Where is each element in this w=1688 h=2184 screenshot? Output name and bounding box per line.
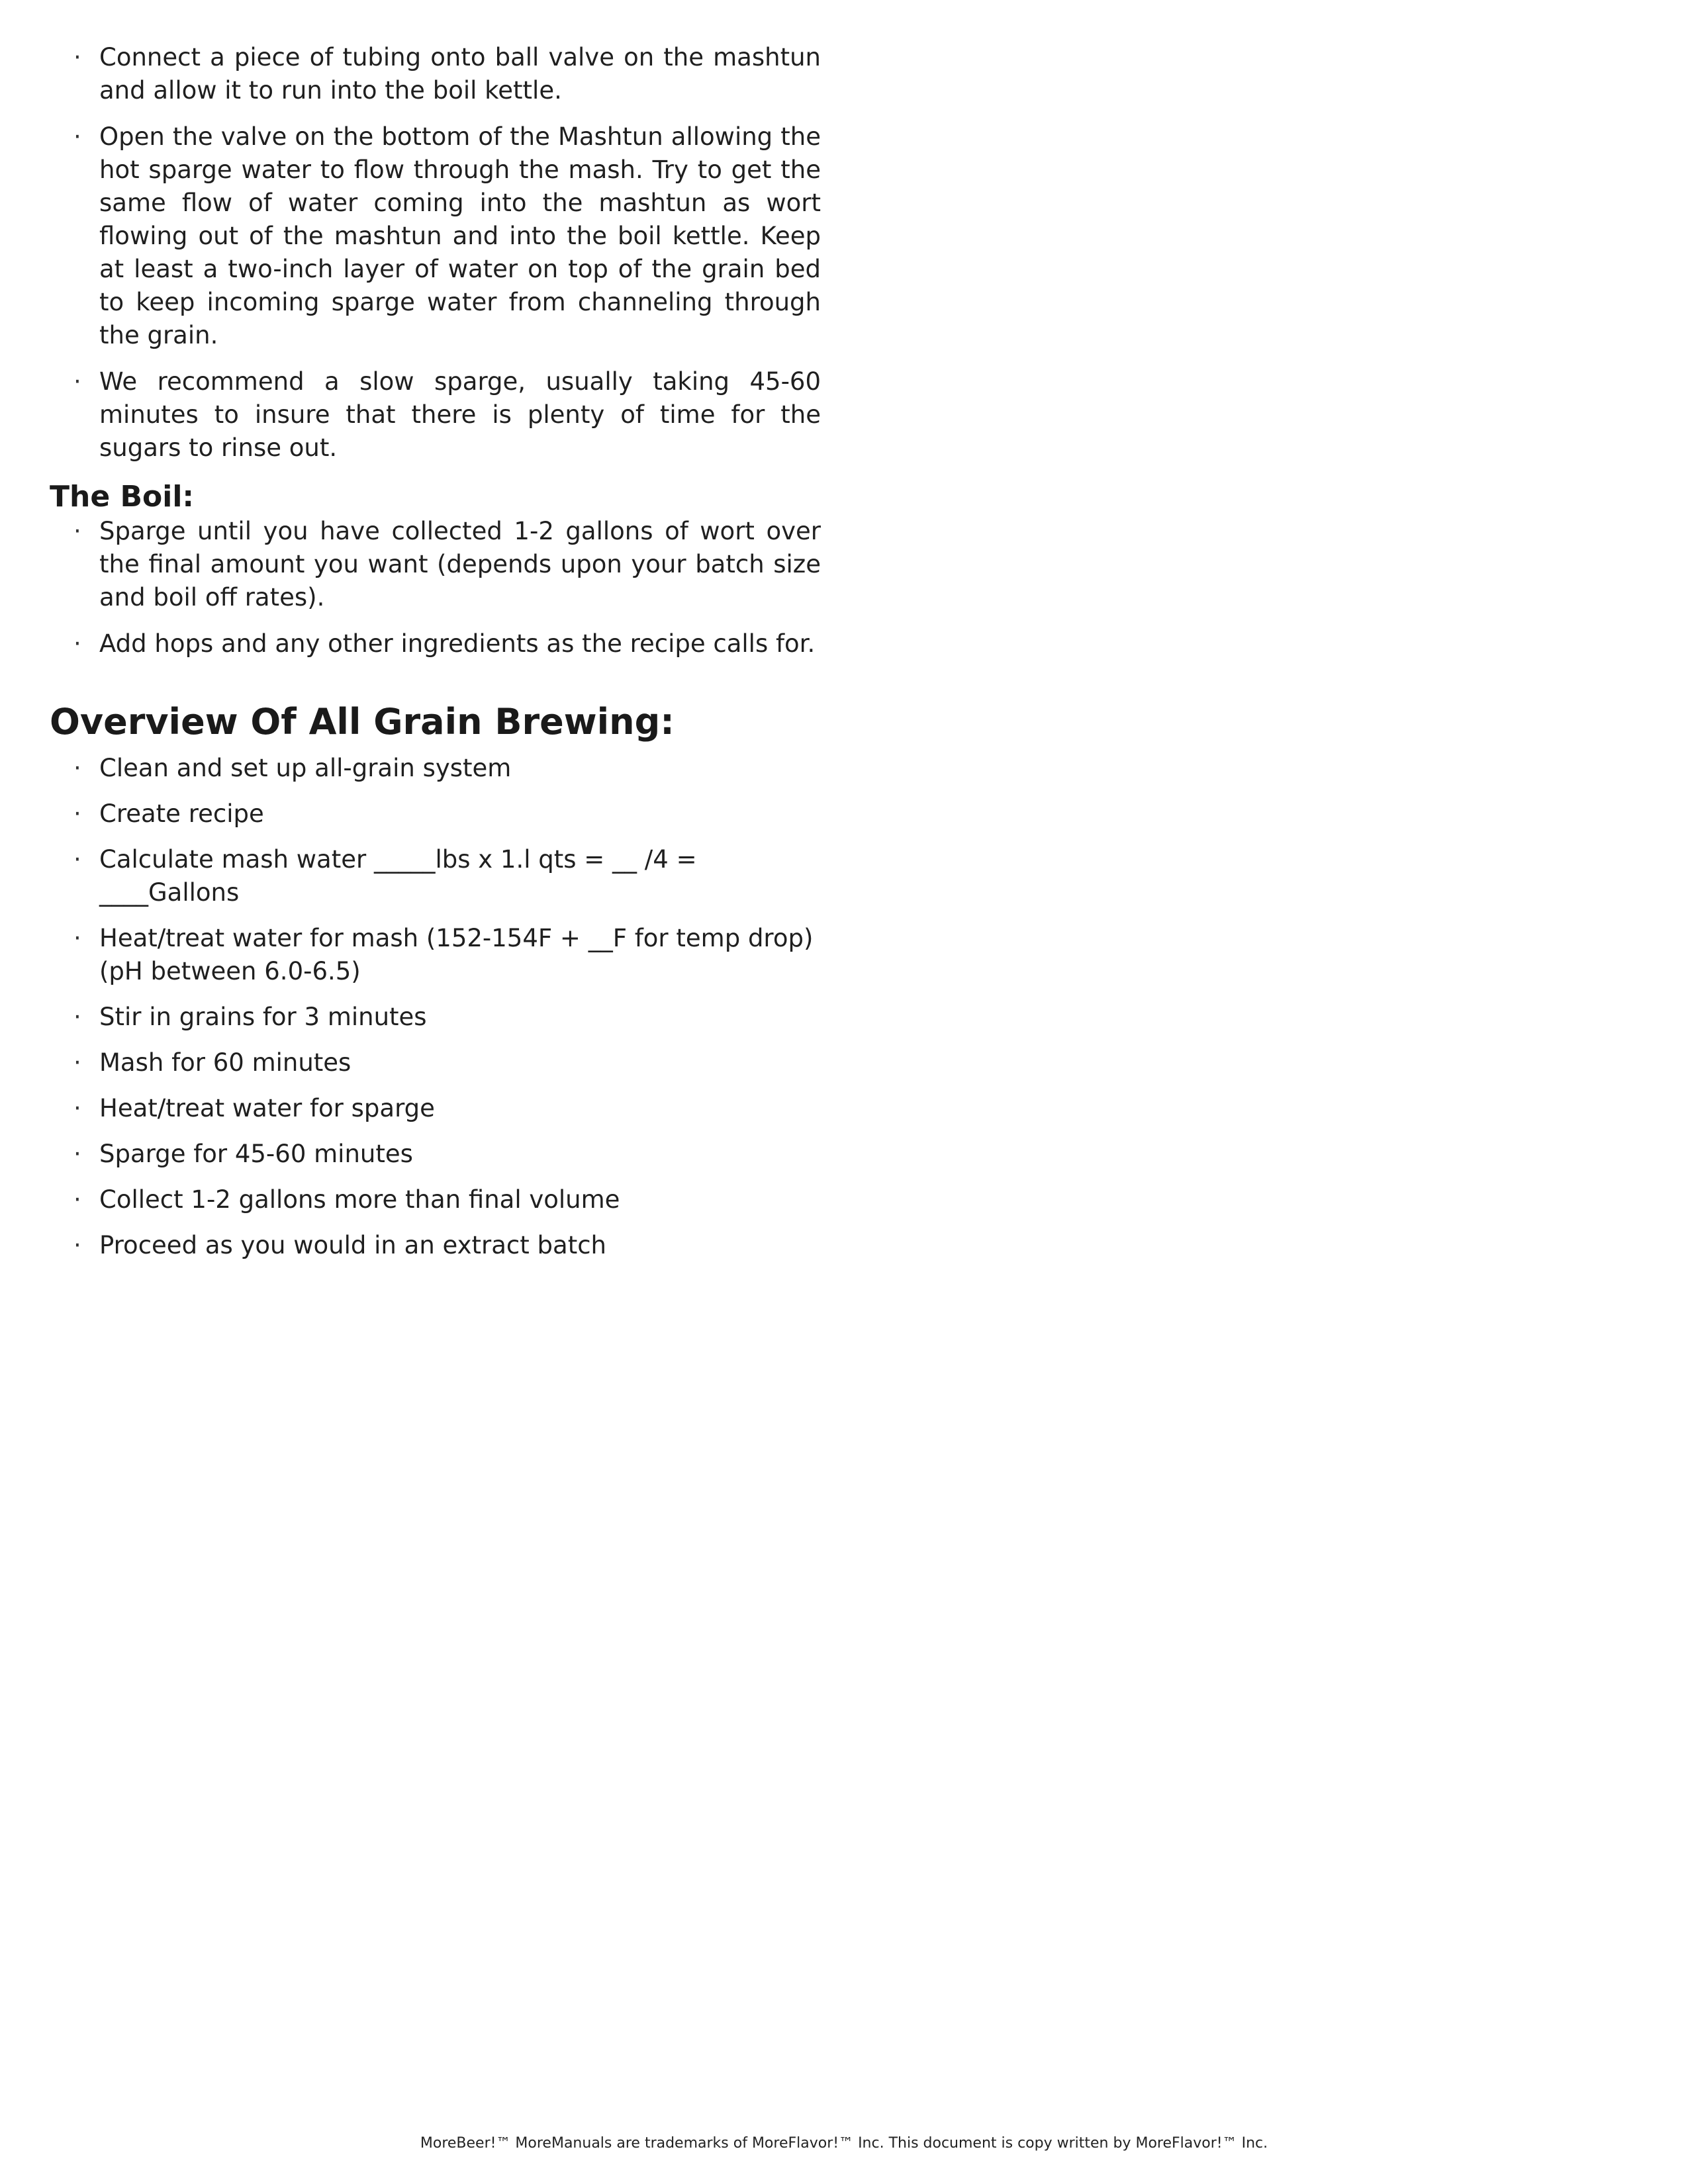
list-item: · Add hops and any other ingredients as the recipe calls for.	[50, 627, 821, 660]
list-item: · Sparge until you have collected 1-2 gallons of wort over the final amount you want (depends upon your batch size and boil off rates).	[50, 515, 821, 614]
list-item: · Heat/treat water for sparge	[50, 1092, 821, 1125]
overview-heading: Overview Of All Grain Brewing:	[50, 701, 675, 743]
list-item: · Heat/treat water for mash (152-154F + __F for temp drop) (pH between 6.0-6.5)	[50, 922, 821, 988]
boil-heading: The Boil:	[50, 480, 195, 514]
list-item: · Proceed as you would in an extract batch	[50, 1229, 821, 1262]
list-item: · Open the valve on the bottom of the Mashtun allowing the hot sparge water to flow through the mash. Try to get the same flow of water coming into the mashtun as wort flowing out of the mashtun and into the boil kettle. Keep at least a two-inch layer of water on top of the grain bed to keep incoming sparge water from channeling through the grain.	[50, 120, 821, 352]
list-item: · We recommend a slow sparge, usually taking 45-60 minutes to insure that there is plenty of time for the sugars to rinse out.	[50, 365, 821, 465]
boil-steps-list	[50, 515, 821, 660]
trademark-footer: MoreBeer!™ MoreManuals are trademarks of MoreFlavor!™ Inc. This document is copy written by MoreFlavor!™ Inc.	[420, 2135, 1268, 2152]
overview-steps-list	[50, 752, 821, 1262]
list-item: · Stir in grains for 3 minutes	[50, 1001, 821, 1034]
list-item: · Create recipe	[50, 797, 821, 831]
sparge-steps-list	[50, 41, 821, 465]
list-item: · Sparge for 45-60 minutes	[50, 1138, 821, 1171]
list-item: · Calculate mash water _____lbs x 1.l qts = __ /4 = ____Gallons	[50, 843, 821, 909]
list-item: · Connect a piece of tubing onto ball valve on the mashtun and allow it to run into the boil kettle.	[50, 41, 821, 107]
list-item: · Mash for 60 minutes	[50, 1046, 821, 1079]
list-item: · Collect 1-2 gallons more than final volume	[50, 1183, 821, 1216]
document-body	[50, 41, 821, 1275]
list-item: · Clean and set up all-grain system	[50, 752, 821, 785]
